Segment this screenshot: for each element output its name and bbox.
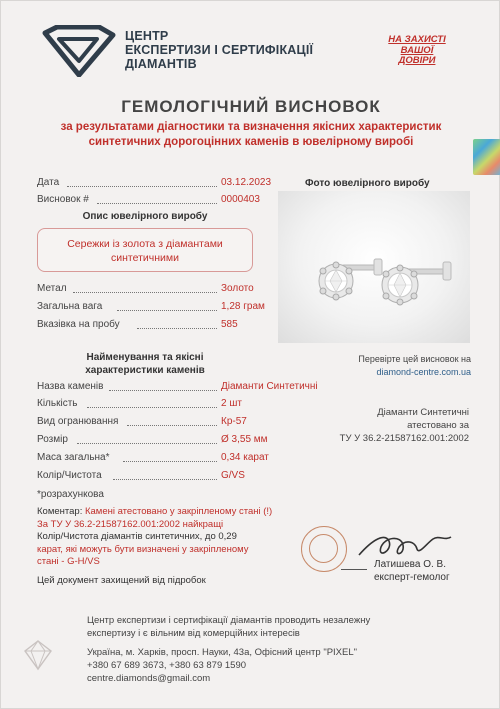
signer-name: Латишева О. В. [374,559,446,570]
stones-heading: Найменування та якісні характеристики каменів [85,352,205,376]
org-name: ЦЕНТР ЕКСПЕРТИЗИ І СЕРТИФІКАЦІЇ ДІАМАНТІВ [125,29,314,71]
attest-note: Діаманти Синтетичні атестовано за ТУ У 36.2-21587162.001:2002 [339,407,469,444]
protected-note: Цей документ захищений від підробок [37,575,206,586]
verify-site-link[interactable]: diamond-centre.com.ua [376,367,471,377]
footer-email[interactable]: centre.diamonds@gmail.com [87,673,211,684]
signer-role: експерт-гемолог [374,572,450,583]
earrings-photo [278,191,470,343]
size-field: Розмір Ø 3,55 мм [37,434,268,445]
total-mass-field: Маса загальна* 0,34 карат [37,452,269,463]
gem-outline-icon [23,639,53,671]
hallmark-field: Вказівка на пробу 585 [37,319,238,330]
hologram-sticker [473,139,500,175]
signature-line [341,569,367,570]
cut-field: Вид огранювання Кр-57 [37,416,247,427]
date-field: Дата 03.12.2023 [37,177,272,188]
earrings-image-icon [278,191,470,343]
signature-icon [355,529,455,563]
stone-name-field: Назва каменів Діаманти Синтетичні [37,381,318,392]
slogan: НА ЗАХИСТІ ВАШОЇ ДОВІРИ [388,34,446,66]
number-field: Висновок # 0000403 [37,194,260,205]
diamond-logo-icon [39,25,117,77]
footer-statement: Центр експертизи і сертифікації діамантів проводить незалежну експертизу і є вільним від комерційних інтересів [87,615,371,639]
verify-note: Перевірте цей висновок на diamond-centre.com.ua [337,354,471,377]
certificate-sheet: ЦЕНТР ЕКСПЕРТИЗИ І СЕРТИФІКАЦІЇ ДІАМАНТІВ НА ЗАХИСТІ ВАШОЇ ДОВІРИ ГЕМОЛОГІЧНИЙ ВИСНОВОК за результатами діагностики та визначення якісних характеристик синтетичних дорогоцінних каменів в ювелірному виробі Дата 03.12.2023 Висновок # 0000403 Опис ювелірного виробу Сережки із золота з діамантами синтетичними Метал Золото Загальна вага 1,28 грам Вказівка на пробу 585 Найменування та якісні характеристики каменів Назва каменів Діаманти Синтетичні Кількість 2 шт Вид огранювання Кр-57 Розмір Ø 3,55 мм Маса загальна* 0,34 карат Колір/Чистота G/VS *розрахункова Фото ювелірного виробу Перевірте цей висновок на diamond-centre.com.ua Діаманти Синтетичні атестовано за ТУ У 36.2-21587162.001:2002 Коментар: Камені атестовано у закріпленому стані (!) За ТУ У 36.2-21587162.001:2002 найкращі Колір/Чистота діамантів синтетичних, до 0,29 карат, які можуть бути визначені у закріпленому стані - G-H/VS Цей документ захищений від підробок Латишева О. В. експерт-гемолог Центр експертизи і сертифікації діамантів проводить незалежну експертизу і є вільним від комерційних інтересів Україна, м. Харків, просп. Науки, 43а, Офісний центр "PIXEL" +380 67 689 3673, +380 63 879 1590 centre.diamonds@gmail.com [0,0,500,709]
item-description-box: Сережки із золота з діамантами синтетичними [37,228,253,272]
item-desc-heading: Опис ювелірного виробу [82,211,208,222]
photo-label: Фото ювелірного виробу [305,178,430,189]
company-seal [301,526,347,572]
stone-count-field: Кількість 2 шт [37,398,242,409]
metal-field: Метал Золото [37,283,254,294]
document-subtitle: за результатами діагностики та визначення якісних характеристик синтетичних дорогоцінних каменів в ювелірному виробі [60,121,442,148]
color-clarity-field: Колір/Чистота G/VS [37,470,245,481]
comment-block: Коментар: Камені атестовано у закріпленому стані (!) За ТУ У 36.2-21587162.001:2002 найкращі Колір/Чистота діамантів синтетичних, до 0,29 карат, які можуть бути визначені у закріпленому стані - G-H/VS [37,506,273,567]
footer-contacts: Україна, м. Харків, просп. Науки, 43а, Офісний центр "PIXEL" +380 67 689 3673, +380 63 879 1590 centre.diamonds@gmail.com [87,647,358,684]
weight-field: Загальна вага 1,28 грам [37,301,265,312]
document-title: ГЕМОЛОГІЧНИЙ ВИСНОВОК [121,97,381,116]
